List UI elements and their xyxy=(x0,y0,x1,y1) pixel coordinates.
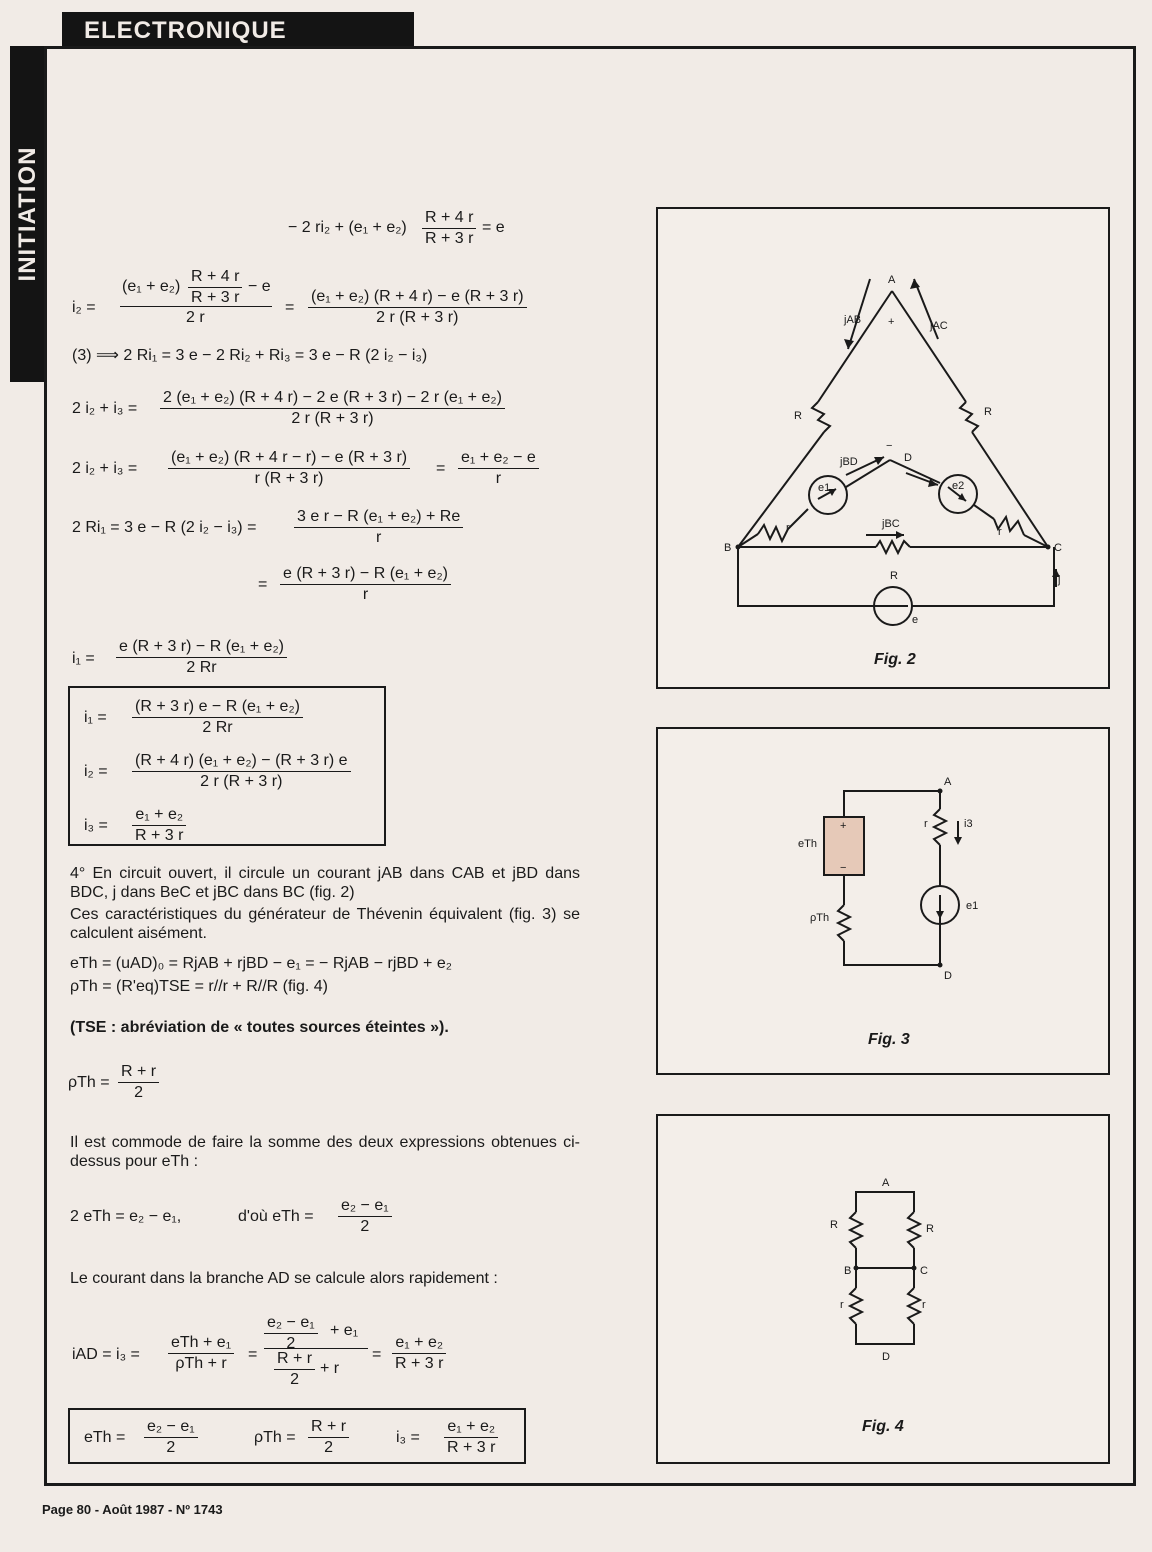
fig4-label-R-right: R xyxy=(926,1223,934,1235)
fig2-label-e: e xyxy=(912,614,919,626)
fig2-circuit xyxy=(658,209,1108,687)
final-eth-lhs: eTh = xyxy=(84,1429,126,1446)
fig3-label-plus: + xyxy=(840,820,847,832)
fig4-label-R-left: R xyxy=(830,1219,838,1231)
tse-note: (TSE : abréviation de « toutes sources éteintes »). xyxy=(70,1019,449,1036)
section-header xyxy=(62,12,414,46)
box-i1-frac: $\frac{\text{(R + 3 r) e − R (e₁ + e₂)}}{2 Rr}$ xyxy=(132,698,303,737)
figure-2 xyxy=(656,207,1110,689)
fig2-label-jBD: jBD xyxy=(840,456,858,468)
fig2-label-plus: + xyxy=(888,316,895,328)
iad-frac3: $\frac{\text{e₁ + e₂}}{R + 3 r}$ xyxy=(392,1334,446,1373)
fig2-label-B: B xyxy=(724,542,732,554)
figure-4 xyxy=(656,1114,1110,1464)
sum-frac: $\frac{\text{e₂ − e₁}}{2}$ xyxy=(338,1197,392,1236)
side-tab xyxy=(10,46,46,382)
page-footer: Page 80 - Août 1987 - Nº 1743 xyxy=(42,1502,223,1517)
paragraph-open-circuit: 4° En circuit ouvert, il circule un courant jAB dans CAB et jBD dans BDC, j dans BeC et jBC dans BC (fig. 2) xyxy=(70,865,580,901)
eq7-frac: $\frac{\text{e (R + 3 r) − R (e₁ + e₂)}}{r}$ xyxy=(280,565,451,604)
eq1-rhs: = e xyxy=(482,219,505,236)
eq5-eq: = xyxy=(436,460,446,477)
final-i3-frac: $\frac{\text{e₁ + e₂}}{R + 3 r}$ xyxy=(444,1418,498,1457)
fig4-label-B: B xyxy=(844,1265,852,1277)
eq4-lhs: 2 i₂ + i₃ = xyxy=(72,400,138,417)
fig3-circuit xyxy=(658,729,1108,1073)
fig3-label-i3: i3 xyxy=(964,818,973,830)
eq3: (3) ⟹ 2 Ri₁ = 3 e − 2 Ri₂ + Ri₃ = 3 e − R (2 i₂ − i₃) xyxy=(72,347,428,364)
fig3-label-minus: − xyxy=(840,862,847,874)
fig2-label-r-left: r xyxy=(786,522,790,534)
fig3-label-rhoTh: ρTh xyxy=(810,912,830,924)
fig4-circuit xyxy=(658,1116,1108,1462)
box-i2-lhs: i₂ = xyxy=(84,763,108,780)
eq1-lhs: − 2 ri₂ + (e₁ + e₂) xyxy=(288,219,407,236)
eq2-den: 2 r xyxy=(186,309,205,326)
fig2-label-jAB: jAB xyxy=(844,314,862,326)
eq5-frac2: $\frac{\text{e₁ + e₂ − e}}{r}$ xyxy=(458,449,539,488)
fig4-label-C: C xyxy=(920,1265,928,1277)
figure-3 xyxy=(656,727,1110,1075)
fig2-label-D: D xyxy=(904,452,912,464)
eth-definition: eTh = (uAD)₀ = RjAB + rjBD − e₁ = − RjAB − rjBD + e₂ xyxy=(70,955,452,972)
rho-definition: ρTh = (R'eq)TSE = r//r + R//R (fig. 4) xyxy=(70,978,328,995)
paragraph-ad: Le courant dans la branche AD se calcule alors rapidement : xyxy=(70,1270,498,1287)
eq2-lhs: i₂ = xyxy=(72,299,96,316)
fig2-label-minus: − xyxy=(886,440,893,452)
fig3-label-A: A xyxy=(944,776,952,788)
fig2-label-e1: e1 xyxy=(818,482,831,494)
eq2-numerator: (e₁ + e₂) $\frac{R + 4 r}{R + 3 r}$ − e xyxy=(122,268,271,306)
paragraph-sum: Il est commode de faire la somme des deux expressions obtenues ci-dessus pour eTh : xyxy=(70,1134,580,1170)
final-i3-lhs: i₃ = xyxy=(396,1429,420,1446)
eq6-frac: $\frac{\text{3 e r − R (e₁ + e₂) + Re}}{r}$ xyxy=(294,508,463,547)
iad-eq2: = xyxy=(372,1346,382,1363)
eq2-frac2: $\frac{\text{(e₁ + e₂) (R + 4 r) − e (R + 3 r)}}{2 r (R + 3 r)}$ xyxy=(308,288,527,327)
rho-lhs: ρTh = xyxy=(68,1074,110,1091)
eq8-frac: $\frac{\text{e (R + 3 r) − R (e₁ + e₂)}}{2 Rr}$ xyxy=(116,638,287,677)
box-i3-frac: $\frac{\text{e₁ + e₂}}{R + 3 r}$ xyxy=(132,806,186,845)
fig4-caption: Fig. 4 xyxy=(862,1418,904,1435)
fig2-label-R-bottom: R xyxy=(890,570,898,582)
box-i2-frac: $\frac{\text{(R + 4 r) (e₁ + e₂) − (R + 3 r) e}}{2 r (R + 3 r)}$ xyxy=(132,752,351,791)
final-eth-frac: $\frac{\text{e₂ − e₁}}{2}$ xyxy=(144,1418,198,1457)
fig3-label-D: D xyxy=(944,970,952,982)
eq5-lhs: 2 i₂ + i₃ = xyxy=(72,460,138,477)
section-title: ELECTRONIQUE xyxy=(84,17,287,44)
eq4-frac: $\frac{\text{2 (e₁ + e₂) (R + 4 r) − 2 e (R + 3 r) − 2 r (e₁ + e₂)}}{2 r (R + 3 r)}$ xyxy=(160,389,505,428)
rho-frac: $\frac{R + r}{2}$ xyxy=(118,1063,159,1102)
fig2-label-R-right: R xyxy=(984,406,992,418)
fig4-label-r-left: r xyxy=(840,1299,844,1311)
fig3-label-eTh: eTh xyxy=(798,838,817,850)
fig3-caption: Fig. 3 xyxy=(868,1031,910,1048)
fig2-label-C: C xyxy=(1054,542,1062,554)
fig2-caption: Fig. 2 xyxy=(874,651,916,668)
fig3-label-r: r xyxy=(924,818,928,830)
iad-eq1: = xyxy=(248,1346,258,1363)
eq8-lhs: i₁ = xyxy=(72,650,95,667)
fig4-label-D: D xyxy=(882,1351,890,1363)
final-rho-lhs: ρTh = xyxy=(254,1429,296,1446)
iad-compound-frac: $\frac{\text{e₂ − e₁}}{2}$ + e₁ $\frac{R + r}{2}$ + r xyxy=(264,1314,368,1386)
fig4-label-r-right: r xyxy=(922,1299,926,1311)
box-i3-lhs: i₃ = xyxy=(84,817,108,834)
box-i1-lhs: i₁ = xyxy=(84,709,107,726)
paragraph-thevenin: Ces caractéristiques du générateur de Thévenin équivalent (fig. 3) se calculent aisément. xyxy=(70,906,580,942)
fig2-label-A: A xyxy=(888,274,896,286)
fig2-label-j: j xyxy=(1058,574,1061,586)
eq6-lhs: 2 Ri₁ = 3 e − R (2 i₂ − i₃) = xyxy=(72,519,257,536)
sum-mid: d'où eTh = xyxy=(238,1208,314,1225)
eq1-frac: $\frac{R + 4 r}{R + 3 r}$ xyxy=(422,209,476,248)
iad-frac1: eTh + e₁ ρTh + r xyxy=(168,1334,234,1373)
fig2-label-e2: e2 xyxy=(952,480,965,492)
fig4-label-A: A xyxy=(882,1177,890,1189)
final-rho-frac: $\frac{R + r}{2}$ xyxy=(308,1418,349,1457)
fig3-label-e1: e1 xyxy=(966,900,979,912)
fig2-label-R-left: R xyxy=(794,410,802,422)
sum-lhs: 2 eTh = e₂ − e₁, xyxy=(70,1208,182,1225)
side-label: INITIATION xyxy=(14,146,41,282)
fig2-label-jAC: jAC xyxy=(930,320,948,332)
fig2-label-jBC: jBC xyxy=(882,518,900,530)
fig2-label-r-right: r xyxy=(998,526,1002,538)
eq5-frac: $\frac{\text{(e₁ + e₂) (R + 4 r − r) − e (R + 3 r)}}{r (R + 3 r)}$ xyxy=(168,449,410,488)
eq7-eq: = xyxy=(258,576,268,593)
eq2-eq: = xyxy=(285,299,295,316)
iad-lhs: iAD = i₃ = xyxy=(72,1346,140,1363)
